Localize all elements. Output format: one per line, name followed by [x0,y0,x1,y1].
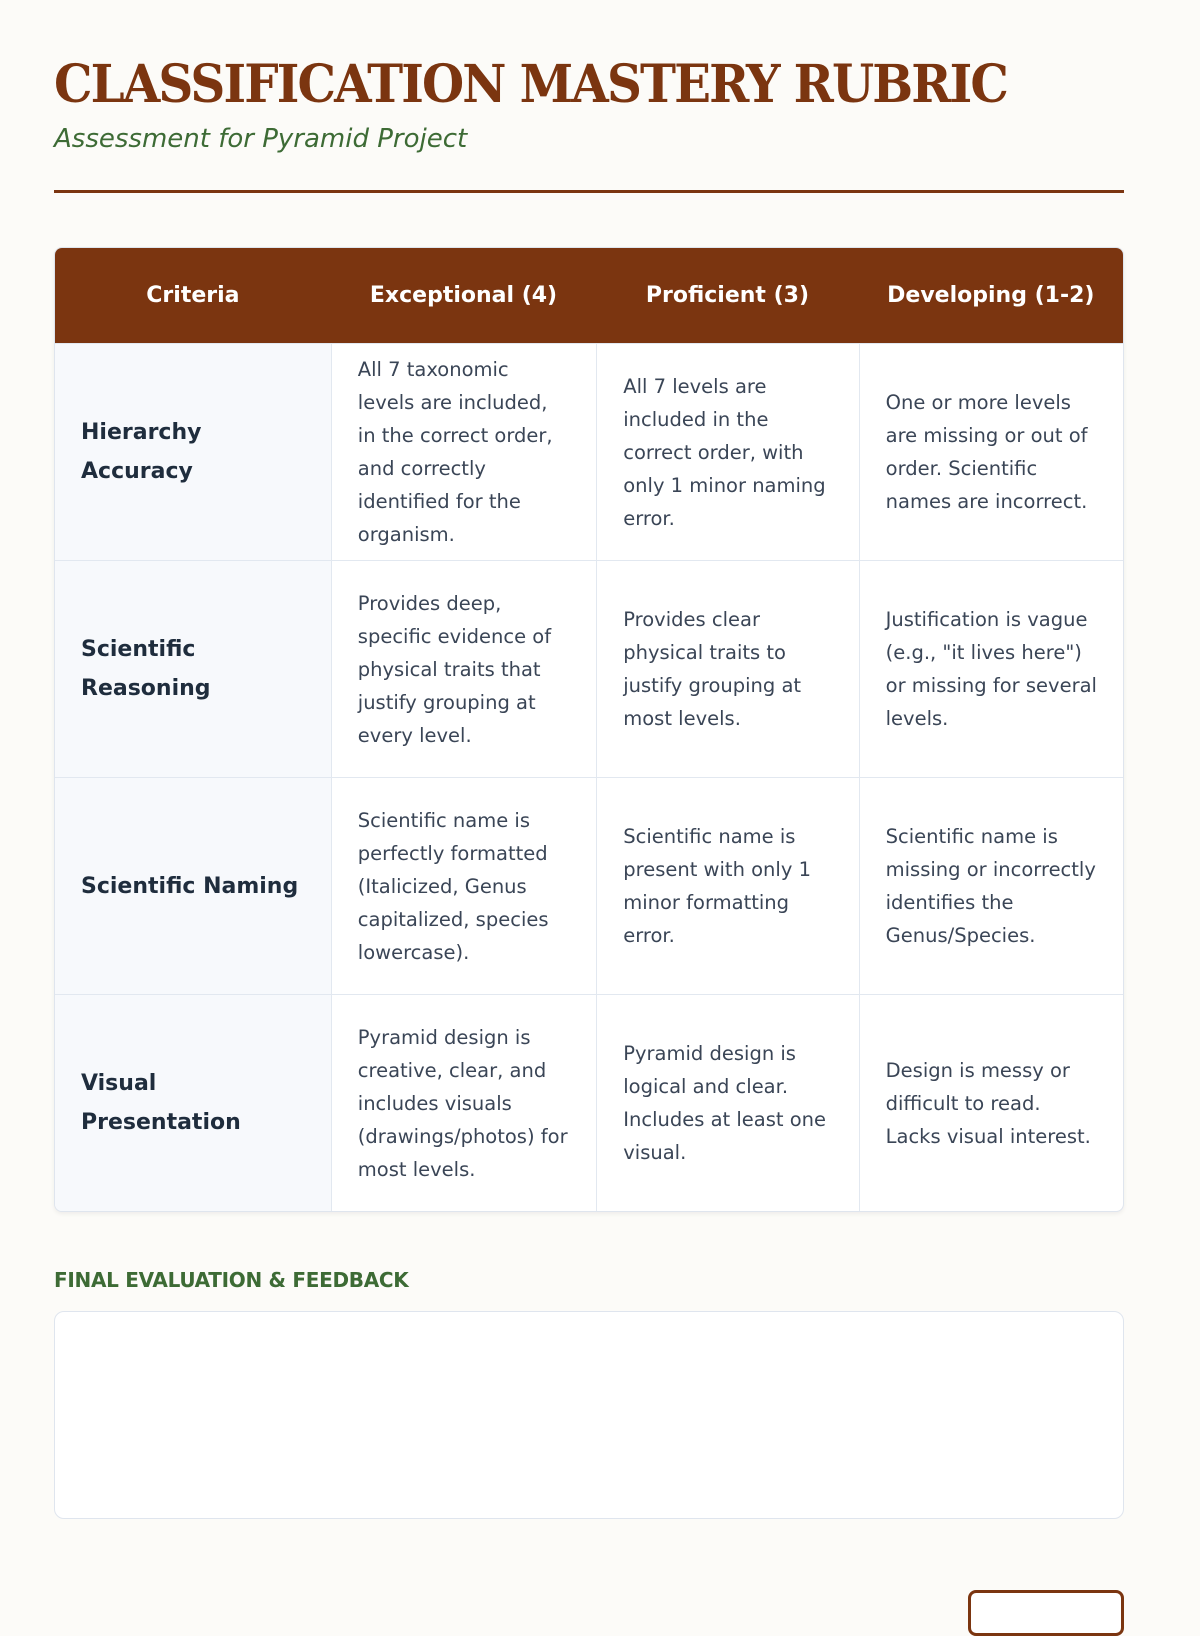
developing-cell: Scientific name is missing or incorrectly identifies the Genus/Species. [859,777,1123,994]
table-header-row [55,248,1123,343]
proficient-cell: Scientific name is present with only 1 minor formatting error. [596,777,858,994]
developing-cell: Design is messy or difficult to read. Lacks visual interest. [859,994,1123,1211]
criteria-cell: Hierarchy Accuracy [55,343,331,560]
table-row [55,343,1123,560]
feedback-label: FINAL EVALUATION & FEEDBACK [54,1268,409,1292]
criteria-cell: Visual Presentation [55,994,331,1211]
feedback-textarea[interactable] [54,1311,1124,1519]
rubric-table [54,247,1124,1212]
proficient-cell: Provides clear physical traits to justify grouping at most levels. [596,560,858,777]
table-row [55,560,1123,777]
criteria-cell: Scientific Reasoning [55,560,331,777]
exceptional-cell: Pyramid design is creative, clear, and includes visuals (drawings/photos) for most levels. [331,994,596,1211]
column-header: Criteria [55,248,331,343]
column-header: Proficient (3) [596,248,858,343]
page-subtitle: Assessment for Pyramid Project [54,124,468,154]
divider [54,190,1124,193]
table-row [55,777,1123,994]
exceptional-cell: Provides deep, specific evidence of physical traits that justify grouping at every level. [331,560,596,777]
action-button[interactable] [968,1590,1124,1636]
proficient-cell: All 7 levels are included in the correct order, with only 1 minor naming error. [596,343,858,560]
proficient-cell: Pyramid design is logical and clear. Includes at least one visual. [596,994,858,1211]
column-header: Exceptional (4) [331,248,596,343]
column-header: Developing (1-2) [859,248,1123,343]
table-row [55,994,1123,1211]
developing-cell: Justification is vague (e.g., "it lives here") or missing for several levels. [859,560,1123,777]
developing-cell: One or more levels are missing or out of order. Scientific names are incorrect. [859,343,1123,560]
exceptional-cell: Scientific name is perfectly formatted (Italicized, Genus capitalized, species lowercase). [331,777,596,994]
criteria-cell: Scientific Naming [55,777,331,994]
exceptional-cell: All 7 taxonomic levels are included, in the correct order, and correctly identified for the organism. [331,343,596,560]
page-title: CLASSIFICATION MASTERY RUBRIC [54,54,1008,115]
